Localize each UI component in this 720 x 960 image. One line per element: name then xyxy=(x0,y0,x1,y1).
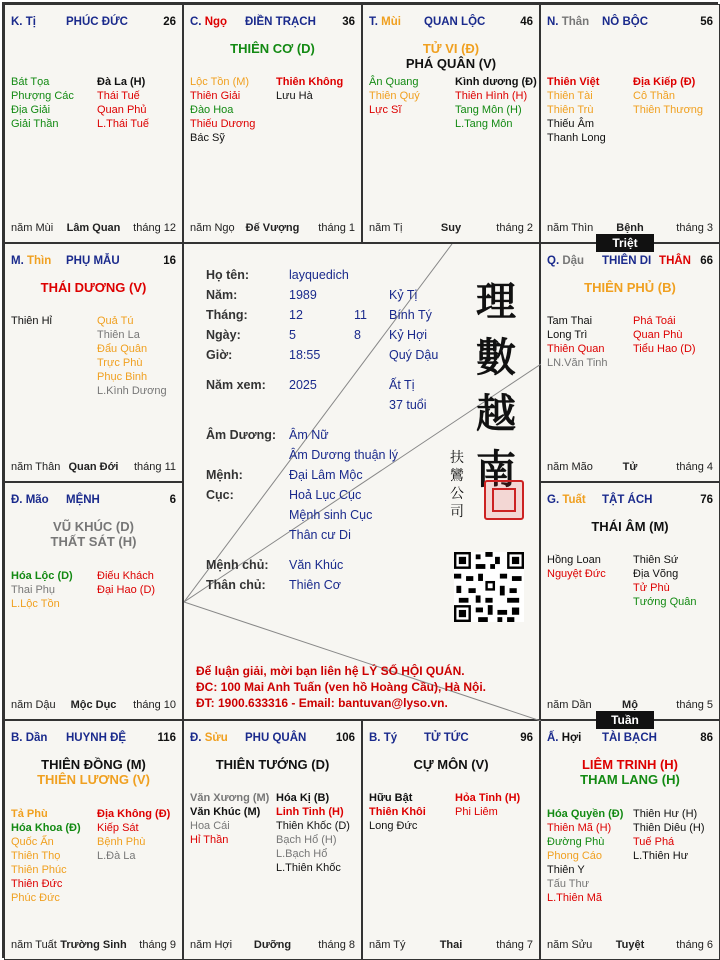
minor-star: Văn Khúc (M) xyxy=(190,806,261,818)
minor-star: Tả Phù xyxy=(11,808,48,820)
palace-name: TẬT ÁCH xyxy=(602,494,653,506)
palace-stage: Mộ xyxy=(622,699,638,711)
minor-star: Hỏa Tinh (H) xyxy=(455,792,521,804)
minor-star: Phượng Các xyxy=(11,90,74,102)
minor-star: Thiên Tài xyxy=(547,90,593,102)
palace-cell-dan xyxy=(4,720,183,960)
minor-star: Văn Xương (M) xyxy=(190,792,270,804)
day-can: Kỷ Hợi xyxy=(389,328,428,342)
palace-year: năm Ngọ xyxy=(190,222,235,234)
minor-star: L.Tang Môn xyxy=(455,118,513,130)
minor-stars-left xyxy=(547,75,606,145)
than-cu-note: Thân cư Di xyxy=(289,528,351,542)
palace-cell-hoi xyxy=(540,720,720,960)
palace-age-number: 26 xyxy=(163,16,176,28)
palace-name: NÔ BỘC xyxy=(602,16,648,28)
palace-location: Ấ. Hợi xyxy=(547,732,582,744)
main-star: THIÊN CƠ (D) xyxy=(230,41,315,56)
minor-star: Thiên Trù xyxy=(547,104,594,116)
minor-stars-left xyxy=(11,807,81,905)
center-info-panel xyxy=(183,243,540,720)
minor-star: Đại Hao (D) xyxy=(97,584,156,596)
minor-star: Thiên Không xyxy=(276,76,344,88)
month-lunar: 11 xyxy=(354,308,367,322)
minor-stars-left xyxy=(369,791,426,833)
contact-line-1: Để luận giải, mời bạn liên hệ LÝ SỐ HỘI QUÁN. xyxy=(196,664,465,678)
minor-star: Tang Môn (H) xyxy=(455,104,522,116)
minor-star: Trực Phù xyxy=(97,357,143,369)
year-can: Kỷ Tị xyxy=(389,288,418,302)
palace-age-number: 16 xyxy=(163,255,176,267)
minor-star: L.Lộc Tồn xyxy=(11,598,60,610)
main-star: THIÊN ĐỒNG (M) xyxy=(41,757,146,772)
palace-stage: Đế Vượng xyxy=(245,222,300,234)
palace-stage: Quan Đới xyxy=(68,461,119,473)
palace-footer xyxy=(547,461,713,475)
minor-star: Tuế Phá xyxy=(633,836,675,848)
palace-age-number: 106 xyxy=(335,732,355,744)
minor-star: Hồng Loan xyxy=(547,554,601,566)
palace-name: TÀI BẠCH xyxy=(602,732,657,744)
minor-star: Phúc Đức xyxy=(11,892,60,904)
minor-star: Địa Võng xyxy=(633,568,679,580)
palace-stage: Tử xyxy=(622,461,638,473)
palace-name: PHỤ MẪU xyxy=(66,255,120,267)
cuc-value: Hoả Lục Cục xyxy=(289,488,362,502)
palace-location: G. Tuất xyxy=(547,494,586,506)
palace-month: tháng 12 xyxy=(133,222,176,234)
minor-star: Hoa Cái xyxy=(190,820,230,832)
main-star: THẤT SÁT (H) xyxy=(50,534,137,549)
minor-star: Địa Kiếp (Đ) xyxy=(633,76,696,88)
minor-star: Thiên Thọ xyxy=(11,850,61,862)
palace-age-number: 36 xyxy=(342,16,355,28)
menh-value: Đại Lâm Mộc xyxy=(289,468,363,482)
minor-star: Hóa Lộc (D) xyxy=(11,570,73,582)
minor-star: Thiên Phúc xyxy=(11,864,67,876)
palace-location: T. Mùi xyxy=(369,16,401,28)
minor-stars-left xyxy=(547,807,623,905)
palace-name: ĐIỀN TRẠCH xyxy=(245,16,316,28)
minor-star: LN.Văn Tinh xyxy=(547,357,608,369)
palace-footer xyxy=(11,699,176,713)
calligraphy-char: 理 xyxy=(476,278,516,325)
hour-value: 18:55 xyxy=(289,348,321,362)
minor-stars-left xyxy=(11,75,74,131)
cuc-label: Cục: xyxy=(206,488,234,502)
palace-header xyxy=(547,494,713,510)
palace-year: năm Thân xyxy=(11,461,61,473)
year-label: Năm: xyxy=(206,288,238,302)
hour-can: Quý Dậu xyxy=(389,348,439,362)
palace-cell-ngo xyxy=(183,4,362,243)
minor-star: Thanh Long xyxy=(547,132,606,144)
minor-star: Hóa Khoa (Đ) xyxy=(11,822,81,834)
palace-cell-ti xyxy=(4,4,183,243)
palace-cell-than xyxy=(540,4,720,243)
main-star: THAM LANG (H) xyxy=(580,772,680,787)
minor-star: Thiên Sứ xyxy=(633,554,679,566)
palace-location: Đ. Mão xyxy=(11,494,49,506)
palace-month: tháng 8 xyxy=(318,939,355,951)
minor-star: Tử Phù xyxy=(633,582,670,594)
minor-star: Thiên Đức xyxy=(11,878,63,890)
minor-star: Đẩu Quân xyxy=(97,343,148,355)
minor-star: Phá Toái xyxy=(633,315,676,327)
palace-month: tháng 5 xyxy=(676,699,713,711)
palace-header xyxy=(11,494,176,510)
palace-name: THIÊN DI xyxy=(602,255,652,267)
palace-month: tháng 10 xyxy=(133,699,176,711)
minor-stars-left xyxy=(547,553,606,581)
menh-label: Mệnh: xyxy=(206,468,243,482)
main-star: THIÊN PHỦ (B) xyxy=(584,280,676,295)
minor-star: Thiên Quý xyxy=(369,90,420,102)
main-star: THIÊN LƯƠNG (V) xyxy=(37,772,150,787)
palace-footer xyxy=(369,222,533,236)
qr-code xyxy=(454,552,524,622)
minor-star: Thiên Giải xyxy=(190,90,241,102)
palace-age-number: 116 xyxy=(157,732,176,744)
minor-star: Hóa Quyền (Đ) xyxy=(547,808,624,820)
year-value: 1989 xyxy=(289,288,317,302)
palace-month: tháng 7 xyxy=(496,939,533,951)
palace-header xyxy=(547,255,713,271)
palace-month: tháng 6 xyxy=(676,939,713,951)
minor-star: Quan Phù xyxy=(633,329,683,341)
minor-star: Tam Thai xyxy=(547,315,593,327)
minor-star: Đường Phù xyxy=(547,836,605,848)
minor-star: Thiên Việt xyxy=(547,76,600,88)
minor-star: Địa Giải xyxy=(11,104,51,116)
main-star: VŨ KHÚC (D) xyxy=(53,519,134,534)
than-marker: THÂN xyxy=(659,255,691,267)
palace-month: tháng 2 xyxy=(496,222,533,234)
minor-star: Thiên La xyxy=(97,329,140,341)
main-star: CỰ MÔN (V) xyxy=(413,757,489,772)
minor-star: Bệnh Phù xyxy=(97,836,146,848)
palace-month: tháng 9 xyxy=(139,939,176,951)
palace-name: QUAN LỘC xyxy=(424,16,486,28)
palace-month: tháng 4 xyxy=(676,461,713,473)
minor-star: Hóa Kị (B) xyxy=(276,792,330,804)
palace-month: tháng 1 xyxy=(318,222,355,234)
minor-star: Lực Sĩ xyxy=(369,104,402,116)
palace-cell-tuat xyxy=(540,482,720,720)
palace-header xyxy=(369,732,533,748)
minor-star: Thiên Thương xyxy=(633,104,704,116)
palace-footer xyxy=(11,222,176,236)
palace-cell-mao xyxy=(4,482,183,720)
palace-age-number: 86 xyxy=(700,732,713,744)
minor-star: Phong Cáo xyxy=(547,850,603,862)
palace-header xyxy=(11,732,176,748)
palace-age-number: 96 xyxy=(520,732,533,744)
main-star: THÁI ÂM (M) xyxy=(591,519,669,534)
palace-location: B. Tý xyxy=(369,732,398,744)
minor-stars-left xyxy=(11,569,73,611)
minor-stars-left xyxy=(11,314,52,328)
palace-age-number: 6 xyxy=(169,494,176,506)
palace-stage: Trường Sinh xyxy=(60,939,127,951)
palace-stage: Mộc Dục xyxy=(70,699,117,711)
minor-star: Bạch Hổ (H) xyxy=(276,834,337,846)
minor-star: Lưu Hà xyxy=(276,90,313,102)
minor-star: Thiếu Dương xyxy=(190,118,256,130)
minor-star: Điếu Khách xyxy=(97,570,154,582)
palace-header xyxy=(11,255,176,271)
palace-year: năm Dần xyxy=(547,699,592,711)
palace-footer xyxy=(11,461,176,475)
palace-year: năm Hợi xyxy=(190,939,233,951)
minor-stars-left xyxy=(547,314,608,370)
name-value: layquedich xyxy=(289,268,349,282)
palace-age-number: 66 xyxy=(700,255,713,267)
palace-year: năm Mùi xyxy=(11,222,54,234)
minor-star: L.Thiên Hư xyxy=(633,850,689,862)
palace-footer xyxy=(190,222,355,236)
palace-year: năm Tị xyxy=(369,222,403,234)
name-label: Họ tên: xyxy=(206,268,250,282)
minor-stars-right xyxy=(97,75,149,131)
minor-star: Thiên Mã (H) xyxy=(547,822,612,834)
month-solar: 12 xyxy=(289,308,303,322)
main-star: TỬ VI (Đ) xyxy=(422,41,480,56)
minor-star: Cô Thần xyxy=(633,90,675,102)
palace-year: năm Tý xyxy=(369,939,406,951)
palace-header xyxy=(11,16,176,32)
minor-stars-right xyxy=(455,791,520,819)
minor-star: Tiểu Hao (D) xyxy=(633,343,696,355)
minor-star: Quả Tú xyxy=(97,315,134,327)
minor-star: Long Trì xyxy=(547,329,588,341)
palace-location: K. Tị xyxy=(11,16,36,28)
minor-star: Hữu Bật xyxy=(369,792,413,804)
view-year-value: 2025 xyxy=(289,378,317,392)
palace-age-number: 56 xyxy=(700,16,713,28)
palace-location: Q. Dậu xyxy=(547,255,585,267)
palace-cell-mui xyxy=(362,4,540,243)
minor-stars-right xyxy=(633,553,697,609)
minor-star: L.Đà La xyxy=(97,850,136,862)
palace-stage: Thai xyxy=(439,939,463,951)
calligraphy-char: 越 xyxy=(476,390,516,437)
day-solar: 5 xyxy=(289,328,296,342)
view-year-label: Năm xem: xyxy=(206,378,266,392)
palace-year: năm Thìn xyxy=(547,222,594,234)
palace-stage: Lâm Quan xyxy=(66,222,121,234)
minor-star: Thai Phụ xyxy=(11,584,56,596)
palace-year: năm Dậu xyxy=(11,699,56,711)
palace-cell-dau xyxy=(540,243,720,482)
amduong-value: Âm Nữ xyxy=(289,428,329,442)
minor-stars-right xyxy=(276,791,350,875)
palace-cell-suu xyxy=(183,720,362,960)
minor-star: Thiên Y xyxy=(547,864,585,876)
palace-location: C. Ngọ xyxy=(190,16,228,28)
minor-stars-right xyxy=(97,314,167,398)
minor-star: Thiếu Âm xyxy=(547,118,595,130)
minor-stars-right xyxy=(633,314,696,356)
palace-month: tháng 11 xyxy=(133,461,176,473)
palace-name: TỬ TỨC xyxy=(424,732,469,744)
minor-star: Thiên Hỉ xyxy=(11,315,52,327)
palace-age-number: 76 xyxy=(700,494,713,506)
minor-star: Thiên Quan xyxy=(547,343,605,355)
tuan-marker: Tuần xyxy=(596,711,654,729)
cuc-note: Mệnh sinh Cục xyxy=(289,508,373,522)
calligraphy-char: 南 xyxy=(476,446,516,493)
minor-stars-right xyxy=(455,75,537,131)
minor-stars-right xyxy=(97,569,155,597)
minor-star: Thiên Khốc (D) xyxy=(276,820,350,832)
palace-header xyxy=(190,732,355,748)
minor-star: Kình dương (Đ) xyxy=(455,76,537,88)
minor-star: Kiếp Sát xyxy=(97,822,139,834)
main-star: LIÊM TRINH (H) xyxy=(581,757,679,772)
contact-line-3: ĐT: 1900.633316 - Email: bantuvan@lyso.vn. xyxy=(196,696,448,710)
minor-star: Bát Tọa xyxy=(11,76,50,88)
minor-star: Thiên Diêu (H) xyxy=(633,822,705,834)
palace-footer xyxy=(547,939,713,953)
minor-star: L.Kình Dương xyxy=(97,385,167,397)
minor-stars-right xyxy=(633,807,705,863)
main-star: PHÁ QUÂN (V) xyxy=(405,56,497,71)
minor-star: L.Thái Tuế xyxy=(97,118,149,130)
minor-star: L.Thiên Mã xyxy=(547,892,603,904)
palace-stage: Bệnh xyxy=(616,222,644,234)
minor-star: Phi Liêm xyxy=(455,806,498,818)
minor-star: Giải Thần xyxy=(11,118,59,130)
palace-cell-ty xyxy=(362,720,540,960)
minor-star: Quan Phủ xyxy=(97,104,147,116)
palace-year: năm Tuất xyxy=(11,939,57,951)
minor-star: Địa Không (Đ) xyxy=(97,808,171,820)
minor-star: Đà La (H) xyxy=(97,76,146,88)
minor-star: Lộc Tồn (M) xyxy=(190,76,250,88)
minor-star: Linh Tinh (H) xyxy=(276,806,344,818)
palace-month: tháng 3 xyxy=(676,222,713,234)
day-lunar: 8 xyxy=(354,328,361,342)
palace-header xyxy=(547,732,713,748)
palace-name: PHU QUÂN xyxy=(245,732,307,744)
palace-name: MỆNH xyxy=(66,494,100,506)
amduong-note: Âm Dương thuận lý xyxy=(289,448,398,462)
day-label: Ngày: xyxy=(206,328,241,342)
palace-header xyxy=(190,16,355,32)
palace-footer xyxy=(369,939,533,953)
minor-stars-left xyxy=(369,75,420,117)
triet-marker: Triệt xyxy=(596,234,654,252)
amduong-label: Âm Dương: xyxy=(206,428,277,442)
palace-location: N. Thân xyxy=(547,16,590,28)
seal-side-text: 扶鸞公司 xyxy=(450,450,464,520)
palace-year: năm Sửu xyxy=(547,939,593,951)
palace-location: Đ. Sửu xyxy=(190,732,228,744)
horoscope-board xyxy=(2,2,718,958)
palace-location: B. Dần xyxy=(11,732,48,744)
minor-star: L.Bạch Hổ xyxy=(276,848,328,860)
minor-stars-right xyxy=(633,75,703,117)
palace-name: PHÚC ĐỨC xyxy=(66,16,128,28)
minor-star: L.Thiên Khốc xyxy=(276,862,341,874)
minor-star: Thiên Khôi xyxy=(369,806,426,818)
palace-cell-thin xyxy=(4,243,183,482)
minor-star: Tướng Quân xyxy=(633,596,697,608)
month-can: Bính Tý xyxy=(389,308,432,322)
calligraphy-char: 數 xyxy=(476,334,516,381)
palace-footer xyxy=(11,939,176,953)
minor-star: Nguyệt Đức xyxy=(547,568,606,580)
minor-star: Long Đức xyxy=(369,820,418,832)
minor-stars-left xyxy=(190,75,255,145)
palace-age-number: 46 xyxy=(520,16,533,28)
age-value: 37 tuổi xyxy=(389,398,427,412)
minor-stars-right xyxy=(276,75,343,103)
palace-name: HUYNH ĐỆ xyxy=(66,732,127,744)
menh-chu-label: Mệnh chủ: xyxy=(206,558,269,572)
minor-star: Phục Binh xyxy=(97,371,148,383)
view-year-can: Ất Tị xyxy=(389,378,415,392)
hour-label: Giờ: xyxy=(206,348,233,362)
palace-footer xyxy=(190,939,355,953)
red-seal xyxy=(484,480,524,520)
palace-stage: Suy xyxy=(440,222,462,234)
main-star: THÁI DƯƠNG (V) xyxy=(40,280,147,295)
palace-location: M. Thìn xyxy=(11,255,52,267)
minor-star: Quốc Ấn xyxy=(11,836,54,848)
minor-star: Thái Tuế xyxy=(97,90,140,102)
minor-stars-left xyxy=(190,791,269,847)
minor-star: Đào Hoa xyxy=(190,104,234,116)
minor-star: Bác Sỹ xyxy=(190,132,225,144)
than-chu-label: Thân chủ: xyxy=(206,578,266,592)
minor-star: Ân Quang xyxy=(369,76,419,88)
minor-star: Thiên Hình (H) xyxy=(455,90,528,102)
minor-star: Hỉ Thần xyxy=(190,834,229,846)
palace-header xyxy=(369,16,533,32)
palace-year: năm Mão xyxy=(547,461,593,473)
menh-chu-value: Văn Khúc xyxy=(289,558,344,572)
palace-stage: Dưỡng xyxy=(253,939,292,951)
palace-header xyxy=(547,16,713,32)
calligraphy xyxy=(471,274,521,498)
minor-star: Tấu Thư xyxy=(547,878,590,890)
minor-stars-right xyxy=(97,807,170,863)
palace-stage: Tuyệt xyxy=(615,939,645,951)
contact-line-2: ĐC: 100 Mai Anh Tuấn (ven hồ Hoàng Cầu), Hà Nội. xyxy=(196,680,487,694)
than-chu-value: Thiên Cơ xyxy=(289,578,341,592)
main-star: THIÊN TƯỚNG (D) xyxy=(215,757,330,772)
minor-star: Thiên Hư (H) xyxy=(633,808,698,820)
month-label: Tháng: xyxy=(206,308,248,322)
